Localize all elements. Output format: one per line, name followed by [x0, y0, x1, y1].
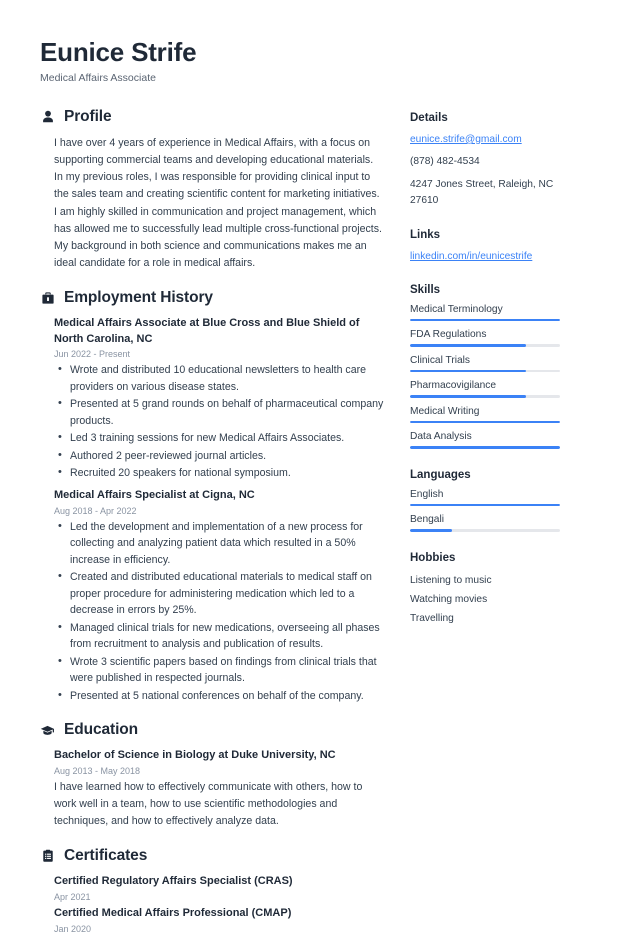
main-column: [40, 108, 410, 951]
bullet-item: • Authored 2 peer-reviewed journal articles.: [54, 448, 384, 465]
education-entry-date: Aug 2013 - May 2018: [54, 765, 141, 776]
employment-entry-title: Medical Affairs Associate at Blue Cross and Blue Shield of North Carolina, NC: [54, 317, 360, 345]
certificate-entry-date: Apr 2021: [54, 891, 91, 902]
section-profile-title: Profile: [64, 107, 112, 125]
skill-item: [410, 304, 575, 322]
language-item: [410, 489, 575, 507]
resume-header: [40, 38, 600, 84]
section-employment-body: [40, 316, 384, 704]
employment-entry-bullets: [54, 519, 384, 705]
hobby-item: Listening to music: [410, 574, 492, 586]
skill-item: [410, 406, 575, 424]
certificate-entry: [54, 874, 384, 902]
skill-item: [410, 431, 575, 449]
certificate-entry-title: Certified Medical Affairs Professional (CMAP): [54, 906, 292, 919]
hobby-item: Watching movies: [410, 593, 488, 605]
sidebar-hobbies-title: Hobbies: [410, 551, 456, 564]
language-meter-fill: [410, 529, 452, 532]
certificate-entry: [54, 906, 384, 934]
education-entry-title: Bachelor of Science in Biology at Duke University, NC: [54, 749, 336, 762]
skill-label: Medical Writing: [410, 405, 480, 417]
linkedin-link[interactable]: linkedin.com/in/eunicestrife: [410, 250, 533, 262]
employment-entry: [54, 316, 384, 482]
skill-label: Pharmacovigilance: [410, 380, 497, 392]
skill-meter-fill: [410, 344, 526, 347]
skill-meter-track: [410, 319, 560, 322]
graduation-cap-icon: [40, 723, 55, 738]
sidebar-hobbies: [410, 552, 575, 629]
sidebar-details-title: Details: [410, 111, 448, 124]
education-entry-description: I have learned how to effectively communicate with others, how to work well in a team, how to use scientific methodologies and techniques, and how to effectively analyze data.: [54, 780, 363, 828]
sidebar-details: [410, 112, 575, 209]
candidate-name: Eunice Strife: [40, 37, 197, 67]
language-item: [410, 514, 575, 532]
user-icon: [40, 109, 55, 124]
language-meter-track: [410, 504, 560, 507]
sidebar-links: [410, 229, 575, 264]
profile-text: I have over 4 years of experience in Medical Affairs, with a focus on supporting commercial teams and developing educational materials. In my previous roles, I was responsible for providing clinical input to the sales team and creating scientific content for marketing initiatives. I am highly skilled in communication and project management, which has allowed me to successfully lead multiple cross-functional projects. My background in both science and communications makes me an ideal candidate for a role in medical affairs.: [54, 136, 382, 269]
sidebar-links-title: Links: [410, 228, 441, 241]
bullet-item: • Recruited 20 speakers for national symposium.: [54, 465, 384, 482]
section-profile-body: [40, 135, 384, 272]
skill-meter-fill: [410, 319, 560, 322]
sidebar-skills: [410, 284, 575, 449]
skill-label: Clinical Trials: [410, 354, 471, 366]
bullet-item: • Wrote 3 scientific papers based on findings from clinical trials that were published in respected journals.: [54, 654, 384, 687]
certificate-entry-title: Certified Regulatory Affairs Specialist (CRAS): [54, 875, 293, 888]
hobby-item: Travelling: [410, 612, 454, 624]
skill-label: FDA Regulations: [410, 329, 487, 341]
email-link[interactable]: eunice.strife@gmail.com: [410, 133, 522, 145]
sidebar-languages-title: Languages: [410, 468, 471, 481]
section-education: [40, 721, 384, 830]
section-education-body: [40, 748, 384, 830]
section-employment: [40, 289, 384, 704]
bullet-item: • Led 3 training sessions for new Medical Affairs Associates.: [54, 430, 384, 447]
section-education-header: [40, 721, 384, 739]
sidebar-column: [410, 108, 575, 649]
skill-meter-track: [410, 446, 560, 449]
sidebar-languages: [410, 469, 575, 532]
employment-entry-title: Medical Affairs Specialist at Cigna, NC: [54, 488, 255, 501]
resume-body: [40, 108, 600, 951]
section-profile: [40, 108, 384, 272]
employment-entry-date: Aug 2018 - Apr 2022: [54, 505, 137, 516]
section-certificates: [40, 847, 384, 933]
section-employment-header: [40, 289, 384, 307]
section-certificates-header: [40, 847, 384, 865]
bullet-item: • Wrote and distributed 10 educational newsletters to health care providers on various disease states.: [54, 362, 384, 395]
skill-item: [410, 329, 575, 347]
skill-meter-track: [410, 395, 560, 398]
section-employment-title: Employment History: [64, 289, 213, 307]
employment-entry-date: Jun 2022 - Present: [54, 349, 131, 360]
skill-meter-fill: [410, 421, 560, 424]
skill-meter-fill: [410, 446, 560, 449]
skill-item: [410, 355, 575, 373]
sidebar-skills-title: Skills: [410, 283, 441, 296]
skill-label: Medical Terminology: [410, 303, 503, 315]
skill-meter-fill: [410, 395, 526, 398]
section-profile-header: [40, 108, 384, 126]
section-certificates-body: [40, 874, 384, 933]
address-text: 4247 Jones Street, Raleigh, NC 27610: [410, 179, 554, 206]
language-meter-track: [410, 529, 560, 532]
language-label: English: [410, 488, 444, 500]
skill-meter-track: [410, 370, 560, 373]
bullet-item: • Led the development and implementation of a new process for collecting and analyzing patient data which resulted in a 50% increase in efficiency.: [54, 519, 384, 569]
certificate-entry-date: Jan 2020: [54, 923, 92, 934]
language-meter-fill: [410, 504, 560, 507]
employment-entry-bullets: [54, 362, 384, 482]
employment-entry: [54, 488, 384, 704]
clipboard-icon: [40, 849, 55, 864]
candidate-job-title: Medical Affairs Associate: [40, 71, 156, 84]
bullet-item: • Presented at 5 grand rounds on behalf of pharmaceutical company products.: [54, 396, 384, 429]
skill-label: Data Analysis: [410, 431, 472, 443]
phone-text: (878) 482-4534: [410, 156, 480, 168]
language-label: Bengali: [410, 514, 444, 526]
skill-item: [410, 380, 575, 398]
skill-meter-track: [410, 421, 560, 424]
education-entry: [54, 748, 384, 830]
section-certificates-title: Certificates: [64, 847, 148, 865]
briefcase-icon: [40, 291, 55, 306]
bullet-item: • Presented at 5 national conferences on behalf of the company.: [54, 688, 384, 705]
skill-meter-fill: [410, 370, 526, 373]
skill-meter-track: [410, 344, 560, 347]
bullet-item: • Managed clinical trials for new medications, overseeing all phases from recruitment to analysis and publication of results.: [54, 620, 384, 653]
section-education-title: Education: [64, 721, 139, 739]
bullet-item: • Created and distributed educational materials to medical staff on proper procedure for administering medication which led to a decrease in errors by 25%.: [54, 569, 384, 619]
